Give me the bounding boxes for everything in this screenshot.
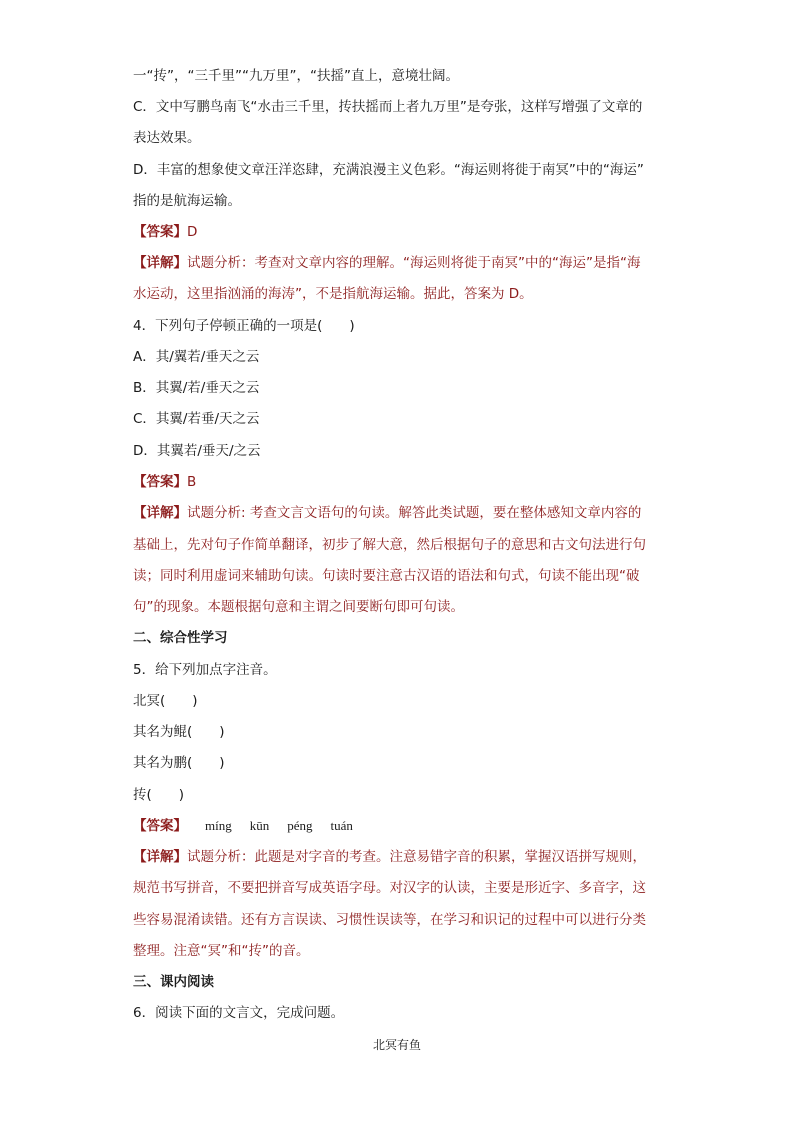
- pinyin-3: péng: [287, 818, 313, 833]
- detail-text: 试题分析: 考查文言文语句的句读。解答此类试题，要在整体感知文章内容的: [187, 505, 642, 521]
- q5-item-4: 抟( ): [133, 787, 185, 803]
- q4-option-a: A．其/翼若/垂天之云: [133, 349, 260, 365]
- detail-tag: 【详解】: [133, 849, 187, 865]
- answer-tag: 【答案】: [133, 474, 187, 490]
- q4-option-d: D．其翼若/垂天/之云: [133, 443, 261, 459]
- question-6: 6．阅读下面的文言文，完成问题。: [133, 1005, 345, 1021]
- q4-option-b: B．其翼/若/垂天之云: [133, 380, 260, 396]
- answer-tag: 【答案】: [133, 818, 187, 834]
- question-4: 4．下列句子停顿正确的一项是( ): [133, 318, 355, 334]
- q3-detail-2: 水运动，这里指汹涌的海涛”，不是指航海运输。据此，答案为 D。: [133, 286, 533, 302]
- q5-detail-4: 整理。注意“冥”和“抟”的音。: [133, 943, 310, 959]
- q5-answer: [133, 816, 353, 836]
- q4-option-c: C．其翼/若垂/天之云: [133, 411, 260, 427]
- option-d: D．丰富的想象使文章汪洋恣肆，充满浪漫主义色彩。“海运则将徙于南冥”中的“海运”: [133, 162, 644, 178]
- pinyin-2: kūn: [249, 818, 270, 833]
- q4-detail-3: 读；同时利用虚词来辅助句读。句读时要注意古汉语的语法和句式，句读不能出现“破: [133, 568, 640, 584]
- detail-text: 试题分析：考查对文章内容的理解。“海运则将徙于南冥”中的“海运”是指“海: [187, 255, 641, 271]
- detail-text: 试题分析：此题是对字音的考查。注意易错字音的积累，掌握汉语拼写规则，: [187, 849, 646, 865]
- question-5: 5．给下列加点字注音。: [133, 662, 277, 678]
- q4-detail-2: 基础上，先对句子作简单翻译，初步了解大意，然后根据句子的意思和古文句法进行句: [133, 537, 646, 553]
- q5-detail-3: 些容易混淆读错。还有方言误读、习惯性误读等，在学习和识记的过程中可以进行分类: [133, 912, 646, 928]
- pinyin-4: tuán: [330, 818, 353, 833]
- option-b-continuation: 一“抟”，“三千里”“九万里”，“扶摇”直上，意境壮阔。: [133, 68, 459, 84]
- q3-detail-1: [133, 253, 640, 273]
- q5-item-2: 其名为鲲( ): [133, 724, 225, 740]
- q5-detail-2: 规范书写拼音，不要把拼音写成英语字母。对汉字的认读，主要是形近字、多音字，这: [133, 880, 646, 896]
- option-c: C．文中写鹏鸟南飞“水击三千里，抟扶摇而上者九万里”是夸张，这样写增强了文章的: [133, 99, 643, 115]
- q3-answer: [133, 222, 197, 242]
- section-heading-2: 二、综合性学习: [133, 630, 228, 646]
- q4-answer: [133, 472, 196, 492]
- answer-value: B: [187, 474, 197, 490]
- option-c-continuation: 表达效果。: [133, 130, 201, 146]
- detail-tag: 【详解】: [133, 255, 187, 271]
- passage-title: 北冥有鱼: [372, 1038, 421, 1052]
- q5-item-3: 其名为鹏( ): [133, 755, 225, 771]
- q5-detail-1: [133, 847, 646, 867]
- section-heading-3: 三、课内阅读: [133, 974, 214, 990]
- pinyin-1: míng: [205, 818, 232, 833]
- detail-tag: 【详解】: [133, 505, 187, 521]
- answer-value: D: [187, 224, 198, 240]
- q4-detail-4: 句”的现象。本题根据句意和主谓之间要断句即可句读。: [133, 599, 464, 615]
- q4-detail-1: [133, 503, 641, 523]
- answer-tag: 【答案】: [133, 224, 187, 240]
- q5-item-1: 北冥( ): [133, 693, 198, 709]
- option-d-continuation: 指的是航海运输。: [133, 193, 241, 209]
